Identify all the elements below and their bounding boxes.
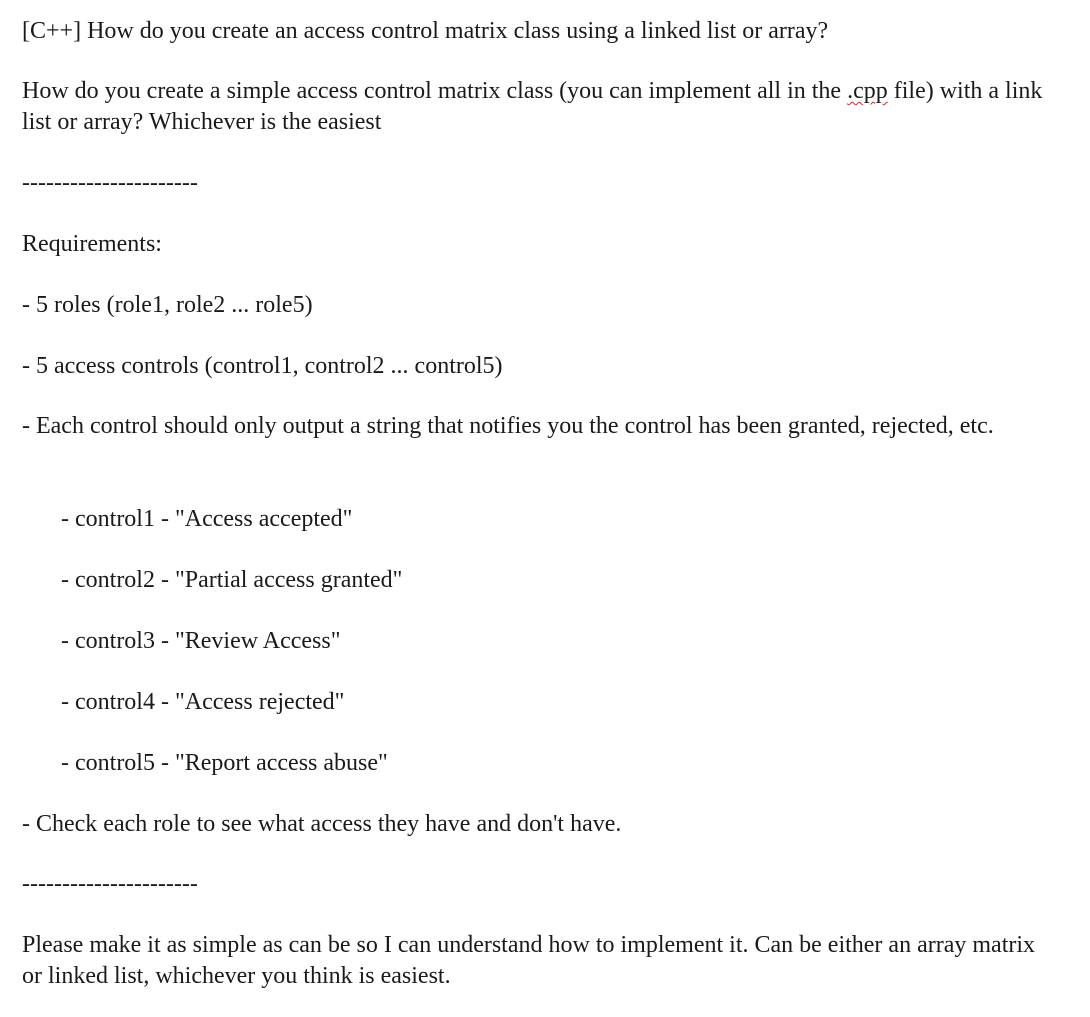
intro-text-start: How do you create a simple access control matrix class (you can implement all in the [22, 78, 848, 104]
requirement-output: - Each control should only output a string that notifies you the control has been granted, rejected, etc. [22, 413, 994, 439]
intro-text-end: file) with a link list or array? Whichever is the easiest [22, 78, 1043, 135]
requirement-check: - Check each role to see what access they have and don't have. [22, 811, 622, 837]
control-item-2: - control2 - "Partial access granted" [61, 567, 403, 593]
requirement-controls: - 5 access controls (control1, control2 ... control5) [22, 353, 503, 379]
requirement-roles: - 5 roles (role1, role2 ... role5) [22, 292, 313, 318]
divider-2: ---------------------- [22, 871, 198, 897]
divider-1: ---------------------- [22, 170, 198, 196]
question-title: [C++] How do you create an access control matrix class using a linked list or array? [22, 18, 829, 44]
spellcheck-word-cpp: .cpp [847, 78, 888, 104]
control-item-4: - control4 - "Access rejected" [61, 689, 345, 715]
control-item-5: - control5 - "Report access abuse" [61, 750, 388, 776]
requirements-heading: Requirements: [22, 231, 162, 257]
closing-paragraph: Please make it as simple as can be so I can understand how to implement it. Can be either an array matrix or linked list, whichever you think is easiest. [22, 932, 1036, 989]
intro-paragraph [22, 76, 1057, 138]
control-item-1: - control1 - "Access accepted" [61, 506, 353, 532]
control-item-3: - control3 - "Review Access" [61, 628, 341, 654]
